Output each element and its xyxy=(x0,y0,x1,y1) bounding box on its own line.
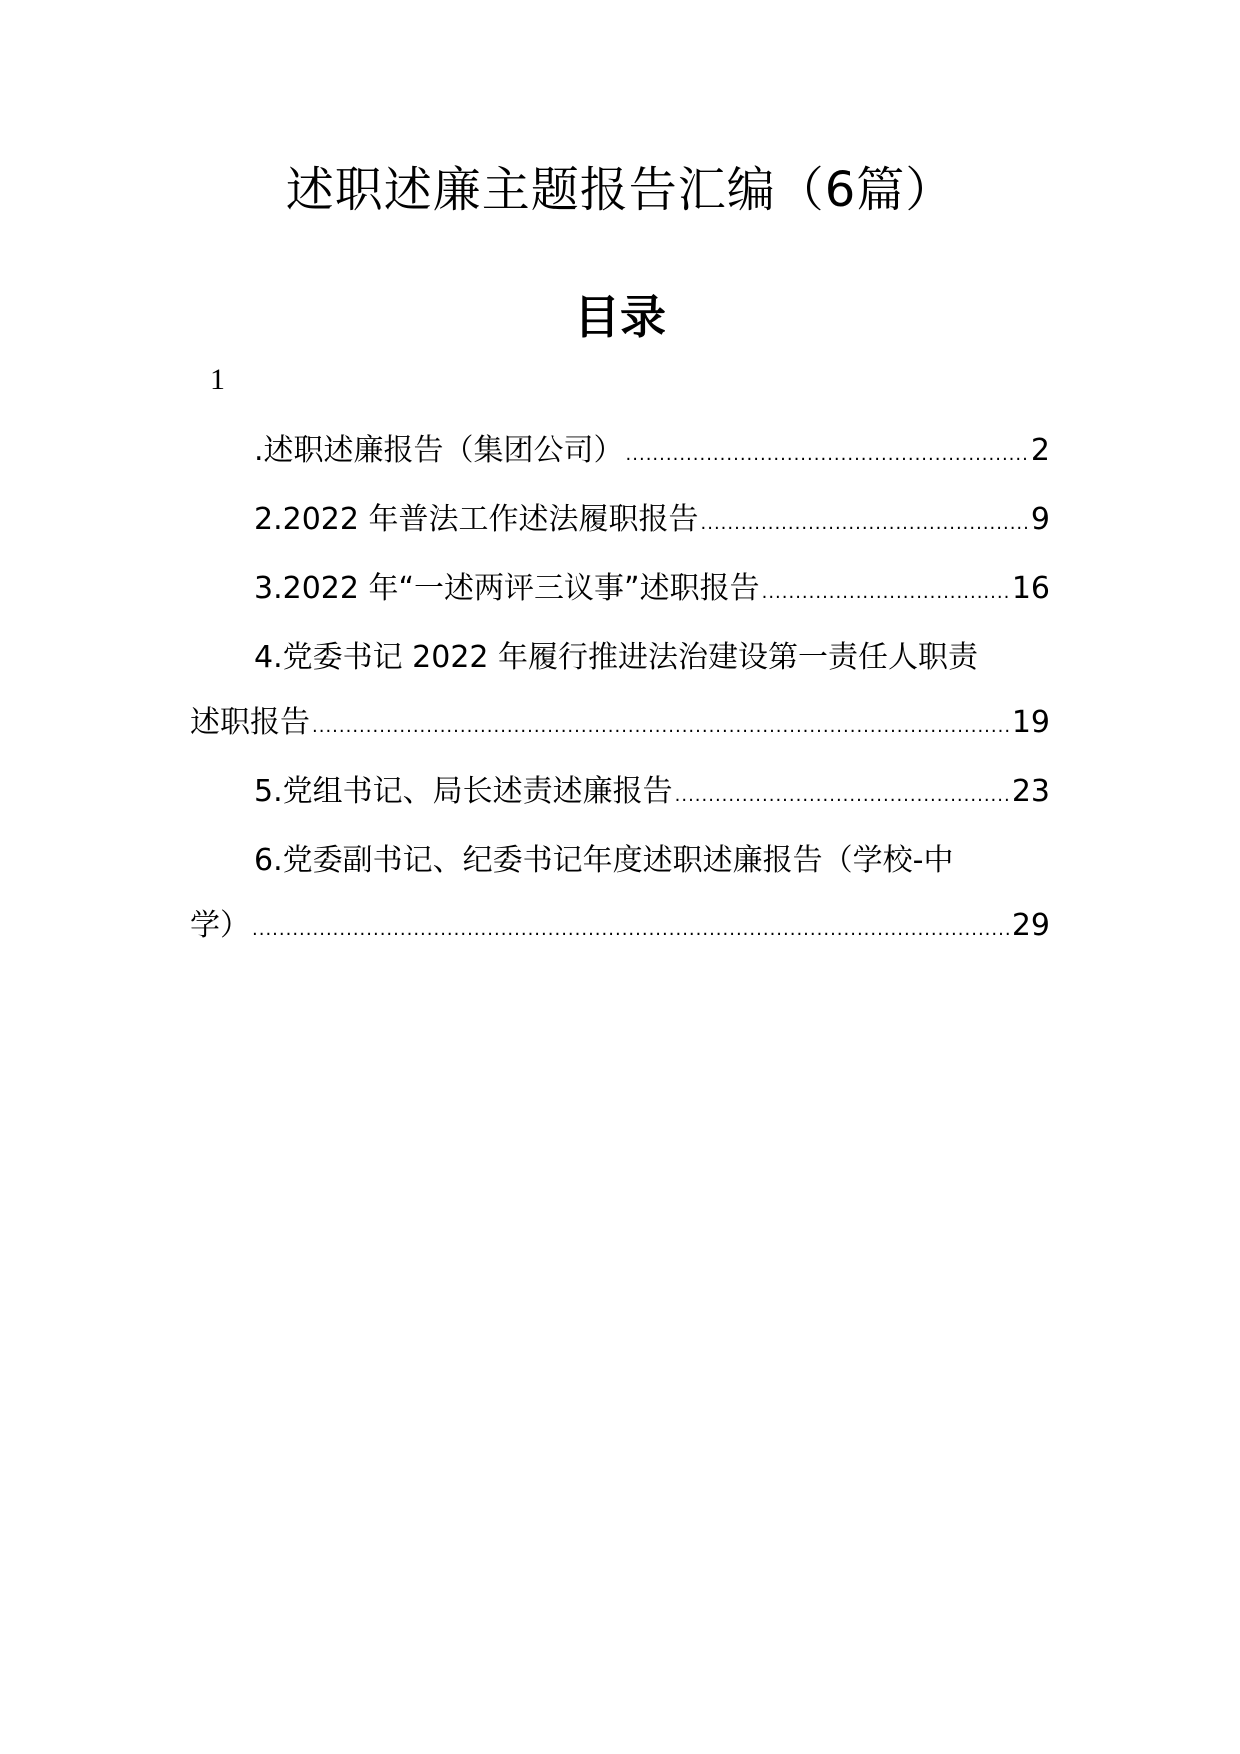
dot-leader xyxy=(252,897,1010,962)
toc-heading: 目录 xyxy=(574,290,666,344)
toc-entry-title: .述职述廉报告（集团公司） xyxy=(254,433,624,468)
toc-page-number: 16 xyxy=(1011,571,1050,606)
toc-entry-4[interactable] xyxy=(190,625,1050,759)
dot-leader xyxy=(701,491,1029,556)
toc-entry-title: 6.党委副书记、纪委书记年度述职述廉报告（学校-中 xyxy=(254,843,954,878)
toc-entry-title: 3.2022 年“一述两评三议事”述职报告 xyxy=(254,571,760,606)
toc-entry-2[interactable] xyxy=(190,487,1050,556)
toc-page-number: 29 xyxy=(1011,908,1050,943)
toc-entry-6[interactable] xyxy=(190,828,1050,962)
toc-entry-title: 4.党委书记 2022 年履行推进法治建设第一责任人职责 xyxy=(254,640,979,675)
stray-number: 1 xyxy=(210,363,225,396)
table-of-contents xyxy=(190,418,1050,962)
toc-page-number: 2 xyxy=(1030,433,1050,468)
toc-entry-title: 2.2022 年普法工作述法履职报告 xyxy=(254,502,699,537)
dot-leader xyxy=(675,763,1010,828)
dot-leader xyxy=(312,694,1010,759)
toc-entry-title-continued: 学） xyxy=(190,908,250,943)
dot-leader xyxy=(762,560,1010,625)
toc-entry-title-continued: 述职报告 xyxy=(190,705,310,740)
toc-entry-5[interactable] xyxy=(190,759,1050,828)
toc-page-number: 9 xyxy=(1030,502,1050,537)
page-title: 述职述廉主题报告汇编（6篇） xyxy=(285,162,955,218)
toc-entry-3[interactable] xyxy=(190,556,1050,625)
toc-entry-1[interactable] xyxy=(190,418,1050,487)
dot-leader xyxy=(626,422,1029,487)
toc-page-number: 19 xyxy=(1011,705,1050,740)
toc-entry-title: 5.党组书记、局长述责述廉报告 xyxy=(254,774,673,809)
toc-page-number: 23 xyxy=(1011,774,1050,809)
